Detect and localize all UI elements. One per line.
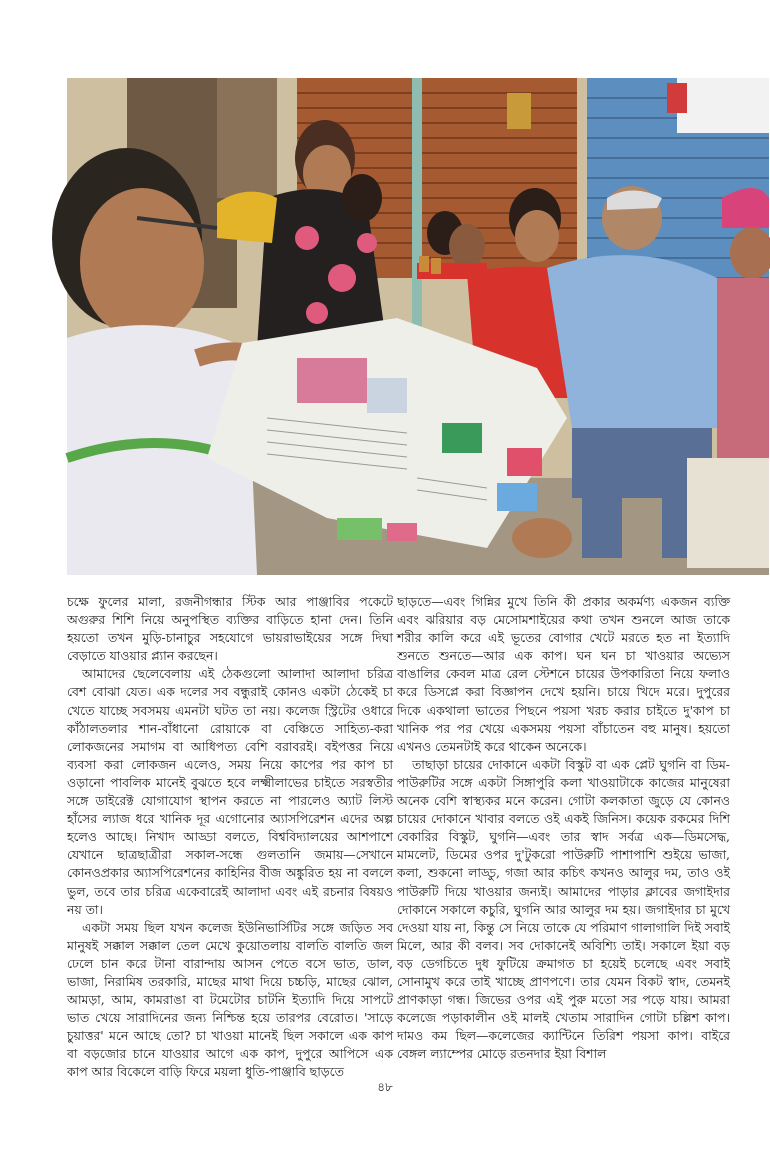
- tea-glass: [419, 256, 429, 272]
- street-tea-stall-photo: [67, 78, 769, 575]
- page-number: ৪৮: [377, 1080, 393, 1094]
- hand: [512, 518, 572, 558]
- paragraph: চক্ষে ফুলের মালা, রজনীগন্ধার স্টিক আর পাঞ্জাবির পকেটে অগুরুর শিশি নিয়ে অনুপস্থিত ব্যক্তির বাড়িতে হানা দেন। তিনি হয়তো তখন মুড়ি-চানাচুর সহযোগে ভায়রাভাইয়ের সঙ্গে দিঘা বেড়াতে যাওয়ার প্ল্যান করছেন।: [67, 594, 393, 664]
- paragraph: তাছাড়া চায়ের দোকানে একটা বিস্কুট বা এক প্লেট ঘুগনি বা ডিম-পাউরুটির সঙ্গে একটা সিঙ্গাপুরি কলা খাওয়াটাকে কাজের মানুষেরা অনেক বেশি স্বাস্থ্যকর মনে করেন। গোটা কলকাতা জুড়ে যে কোনও চায়ের দোকানে খাবার বলতে ওই একই জিনিস। কয়েক রকমের দিশি বেকারির বিস্কুট, ঘুগনি—এবং তার স্বাদ সর্বত্র এক—ডিমসেদ্ধ, মামলেট, ডিমের ওপর দু'টুকরো পাউরুটি পাশাপাশি শুইয়ে ভাজা, কলা, শুকনো লাড্ডু, গজা আর কচিৎ কখনও আলুর দম, তাও ওই পাউরুটি দিয়ে খাওয়ার জন্যই। আমাদের পাড়ার ক্লাবের জগাইদার দোকানে সকালে কচুরি, ঘুগনি আর আলুর দম হয়। জগাইদার চা মুখে দেওয়া যায় না, কিন্তু সে নিয়ে তাকে যে পরিমাণ গালাগালি দিই সবাই মিলে, আর কী বলব। সব দোকানেই অবিশ্যি তাই। সকালে ইয়া বড় বড় ডেগচিতে দুধ ফুটিয়ে ক্রমাগত চা হয়েই চলেছে এবং সবাই সোনামুখ করে তাই খাচ্ছে প্রাণপণে। তার যেমন বিকট স্বাদ, তেমনই প্রাণকাড়া গন্ধ। জিভের ওপর এই পুরু মতো সর পড়ে যায়। আমরা কলেজে পড়াকালীন ওই মালই খেতাম সারাদিন গোটা চল্লিশ কাপ। দামও কম ছিল—কলেজের ক্যান্টিনে তিরিশ পয়সা কাপ। বাইরে বেঙ্গল ল্যাম্পের মোড়ে রতনদার ইয়া বিশাল: [397, 756, 730, 1062]
- paragraph: ছাড়তে—এবং গিন্নির মুখে তিনি কী প্রকার অকর্মণ্য একজন ব্যক্তি এবং ঝরিয়ার বড় মেসোমশাইয়ের কথা তখন শুনলে আজ তাকে শরীর কালি করে এই ভূতের বোগার খেটে মরতে হত না ইত্যাদি শুনতে শুনতে—আর এক কাপ। ঘন ঘন চা খাওয়ার অভ্যেস বাঙালির কেবল মাত্র রেল স্টেশনে চায়ের উপকারিতা নিয়ে ফলাও করে ডিসপ্লে করা বিজ্ঞাপন দেখে হয়নি। চায়ে খিদে মরে। দুপুরের দিকে একথালা ভাতের পিছনে পয়সা খরচ করার চাইতে দু'কাপ চা খানিক পর পর খেয়ে একসময় পয়সা বাঁচাতেন বহু মানুষ। হয়তো এখনও তেমনটাই করে থাকেন অনেকে।: [397, 594, 730, 754]
- left-text-column: [67, 593, 393, 1080]
- signboard: [677, 78, 769, 133]
- hanging-lamp: [507, 93, 531, 129]
- paragraph: আমাদের ছেলেবেলায় এই ঠেকগুলো আলাদা আলাদা চরিত্র বেশ বোঝা যেত। এক দলের সব বন্ধুরাই কোনও একটা ঠেকেই চা খেতে যাচ্ছে সবসময় এমনটা ঘটত তা নয়। কলেজ স্ট্রিটের ওধারে কাঁঠালতলার শান-বাঁধানো রোয়াকে বা বেঞ্চিতে সাহিত্য-করা লোকজনের সমাগম বা আধিপত্য বেশি বরাবরই। বইপত্তর নিয়ে ব্যবসা করা লোকজন এলেও, সময় নিয়ে কাপের পর কাপ চা ওড়ানো পাবলিক মানেই বুঝতে হবে লক্ষ্মীলাভের চাইতে সরস্বতীর সঙ্গে ডাইরেক্ট যোগাযোগ স্থাপন করতে না পারলেও অ্যাট লিস্ট হাঁসের ল্যাজ ধরে খানিক দূর এগোনোর অ্যাসপিরেশন এদের অল্প হলেও আছে। নিখাদ আড্ডা বলতে, বিশ্ববিদ্যালয়ের আশপাশে যেখানে ছাত্রছাত্রীরা সকাল-সন্ধে গুলতানি জমায়—সেখানে কোনওপ্রকার অ্যাসপিরেশনের কাহিনির বীজ অঙ্কুরিত হয় না বললে ভুল, তবে তার চরিত্র একেবারেই আলাদা এবং এই রচনার বিষয়ও নয় তা।: [67, 666, 393, 917]
- right-text-column: [397, 593, 730, 1063]
- paragraph: একটা সময় ছিল যখন কলেজ ইউনিভার্সিটির সঙ্গে জড়িত সব মানুষই সক্কাল সক্কাল তেল মেখে কুয়োতলায় বালতি বালতি জল ঢেলে চান করে টানা বারান্দায় আসন পেতে বসে ভাত, ডাল, ভাজা, নিরামিষ তরকারি, মাছের মাথা দিয়ে চচ্চড়ি, মাছের ঝোল, আমড়া, আম, কামরাঙা বা টমেটোর চাটনি ইত্যাদি দিয়ে সাপটে ভাত খেয়ে সারাদিনের জন্য নিশ্চিন্ত হয়ে তারপর বেরোত। 'সাড়ে চুয়াত্তর' মনে আছে তো? চা খাওয়া মানেই ছিল সকালে এক কাপ বা বড়জোর চানে যাওয়ার আগে এক কাপ, দুপুরে আপিসে এক কাপ আর বিকেলে বাড়ি ফিরে ময়লা ধুতি-পাঞ্জাবি ছাড়তে: [67, 919, 393, 1080]
